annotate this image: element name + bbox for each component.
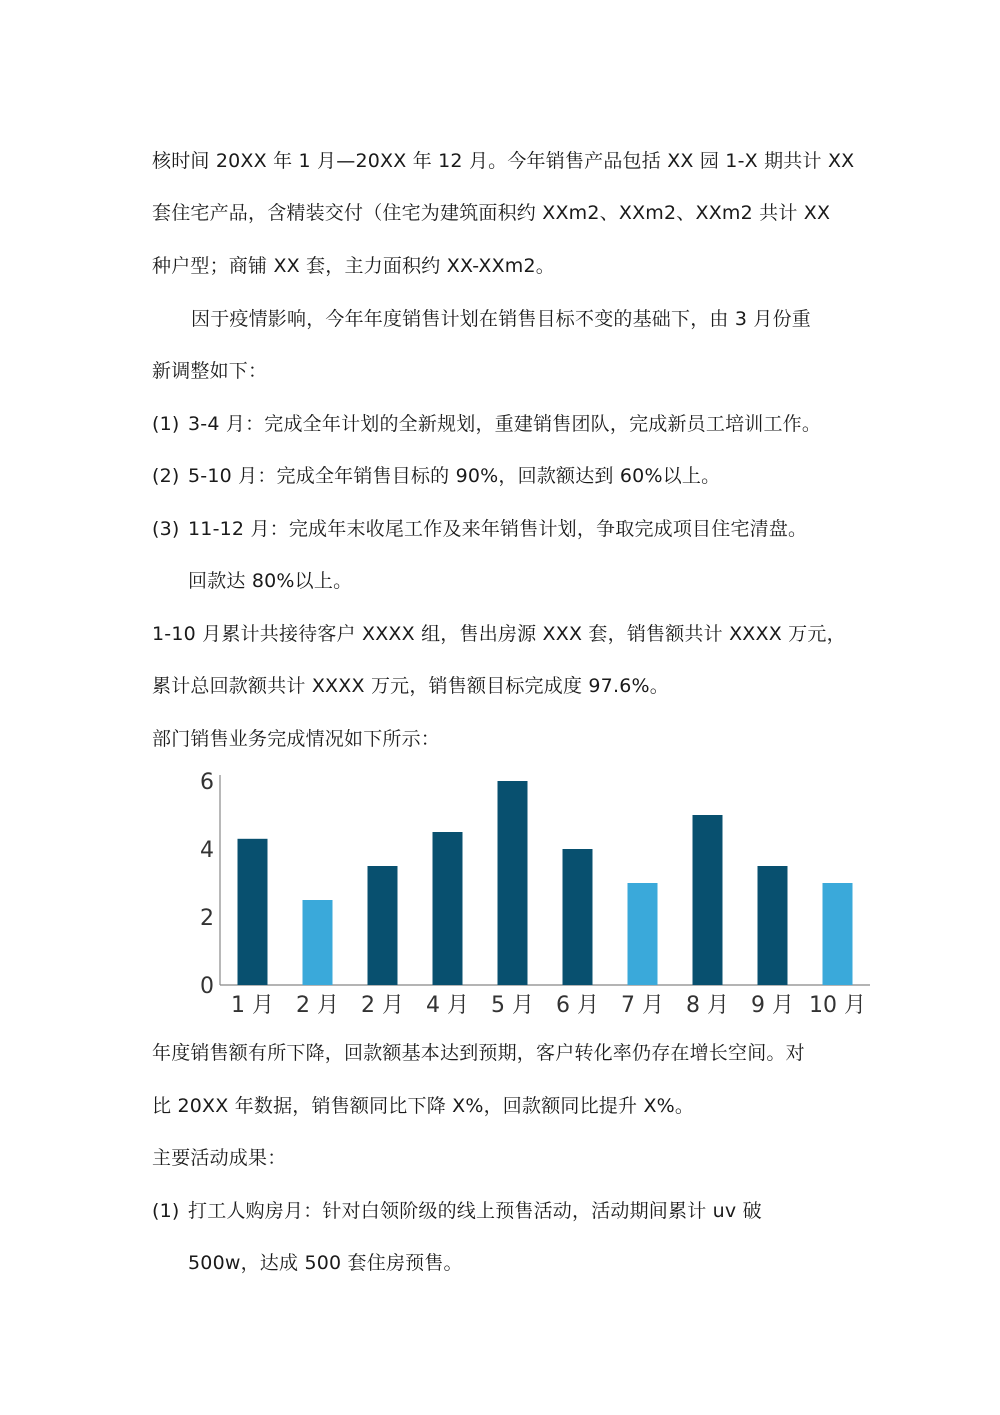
chart-intro: 部门销售业务完成情况如下所示： <box>152 728 441 750</box>
x-tick-label: 2 月 <box>296 993 339 1018</box>
paragraph1-line2: 套住宅产品，含精装交付（住宅为建筑面积约 XXm2、XXm2、XXm2 共计 XX <box>152 202 831 224</box>
plan-item-3 <box>152 517 807 541</box>
x-tick-label: 9 月 <box>751 993 794 1018</box>
achievement-item-1-continuation: 500w，达成 500 套住房预售。 <box>188 1252 463 1274</box>
x-tick-label: 8 月 <box>686 993 729 1018</box>
y-tick-label: 2 <box>200 906 214 931</box>
chart-bars <box>238 781 853 985</box>
plan-item-text: 5-10 月：完成全年销售目标的 90%，回款额达到 60%以上。 <box>188 465 721 487</box>
summary-line2: 累计总回款额共计 XXXX 万元，销售额目标完成度 97.6%。 <box>152 675 669 697</box>
achievement-item-number: (1) <box>152 1200 180 1222</box>
bar-1 <box>238 839 268 985</box>
x-tick-label: 10 月 <box>809 993 866 1018</box>
y-tick-label: 4 <box>200 838 214 863</box>
plan-item-text: 3-4 月：完成全年计划的全新规划，重建销售团队，完成新员工培训工作。 <box>188 413 822 435</box>
plan-item-3-continuation: 回款达 80%以上。 <box>188 570 353 592</box>
achievement-item-text: 打工人购房月：针对白领阶级的线上预售活动，活动期间累计 uv 破 <box>188 1200 762 1222</box>
x-tick-label: 1 月 <box>231 993 274 1018</box>
paragraph1-line3: 种户型；商铺 XX 套，主力面积约 XX-XXm2。 <box>152 255 555 277</box>
x-tick-label: 7 月 <box>621 993 664 1018</box>
paragraph2-line1: 因于疫情影响，今年年度销售计划在销售目标不变的基础下，由 3 月份重 <box>191 308 811 330</box>
y-tick-label: 6 <box>200 770 214 795</box>
paragraph1-line1: 核时间 20XX 年 1 月—20XX 年 12 月。今年销售产品包括 XX 园 1-X 期共计 XX <box>152 150 855 172</box>
plan-item-2 <box>152 464 720 488</box>
x-tick-label: 2 月 <box>361 993 404 1018</box>
y-tick-label: 0 <box>200 974 214 999</box>
sales-bar-chart <box>180 760 880 1025</box>
summary-line1: 1-10 月累计共接待客户 XXXX 组，售出房源 XXX 套，销售额共计 XXXX 万元， <box>152 623 846 645</box>
paragraph2-line2: 新调整如下： <box>152 360 268 382</box>
bar-6 <box>563 849 593 985</box>
x-tick-label: 5 月 <box>491 993 534 1018</box>
bar-10 <box>823 883 853 985</box>
bar-9 <box>758 866 788 985</box>
bar-2 <box>303 900 333 985</box>
bar-7 <box>628 883 658 985</box>
plan-item-number: (2) <box>152 465 180 487</box>
plan-item-1 <box>152 412 821 436</box>
x-tick-label: 6 月 <box>556 993 599 1018</box>
plan-item-number: (3) <box>152 518 180 540</box>
achievements-title: 主要活动成果： <box>152 1147 287 1169</box>
plan-item-text: 11-12 月：完成年末收尾工作及来年销售计划，争取完成项目住宅清盘。 <box>188 518 808 540</box>
bar-5 <box>498 781 528 985</box>
bar-3 <box>368 866 398 985</box>
analysis-line1: 年度销售额有所下降，回款额基本达到预期，客户转化率仍存在增长空间。对 <box>152 1042 805 1064</box>
x-tick-label: 4 月 <box>426 993 469 1018</box>
achievement-item-1 <box>152 1199 762 1223</box>
bar-8 <box>693 815 723 985</box>
bar-4 <box>433 832 463 985</box>
analysis-line2: 比 20XX 年数据，销售额同比下降 X%，回款额同比提升 X%。 <box>152 1095 695 1117</box>
plan-item-number: (1) <box>152 413 180 435</box>
